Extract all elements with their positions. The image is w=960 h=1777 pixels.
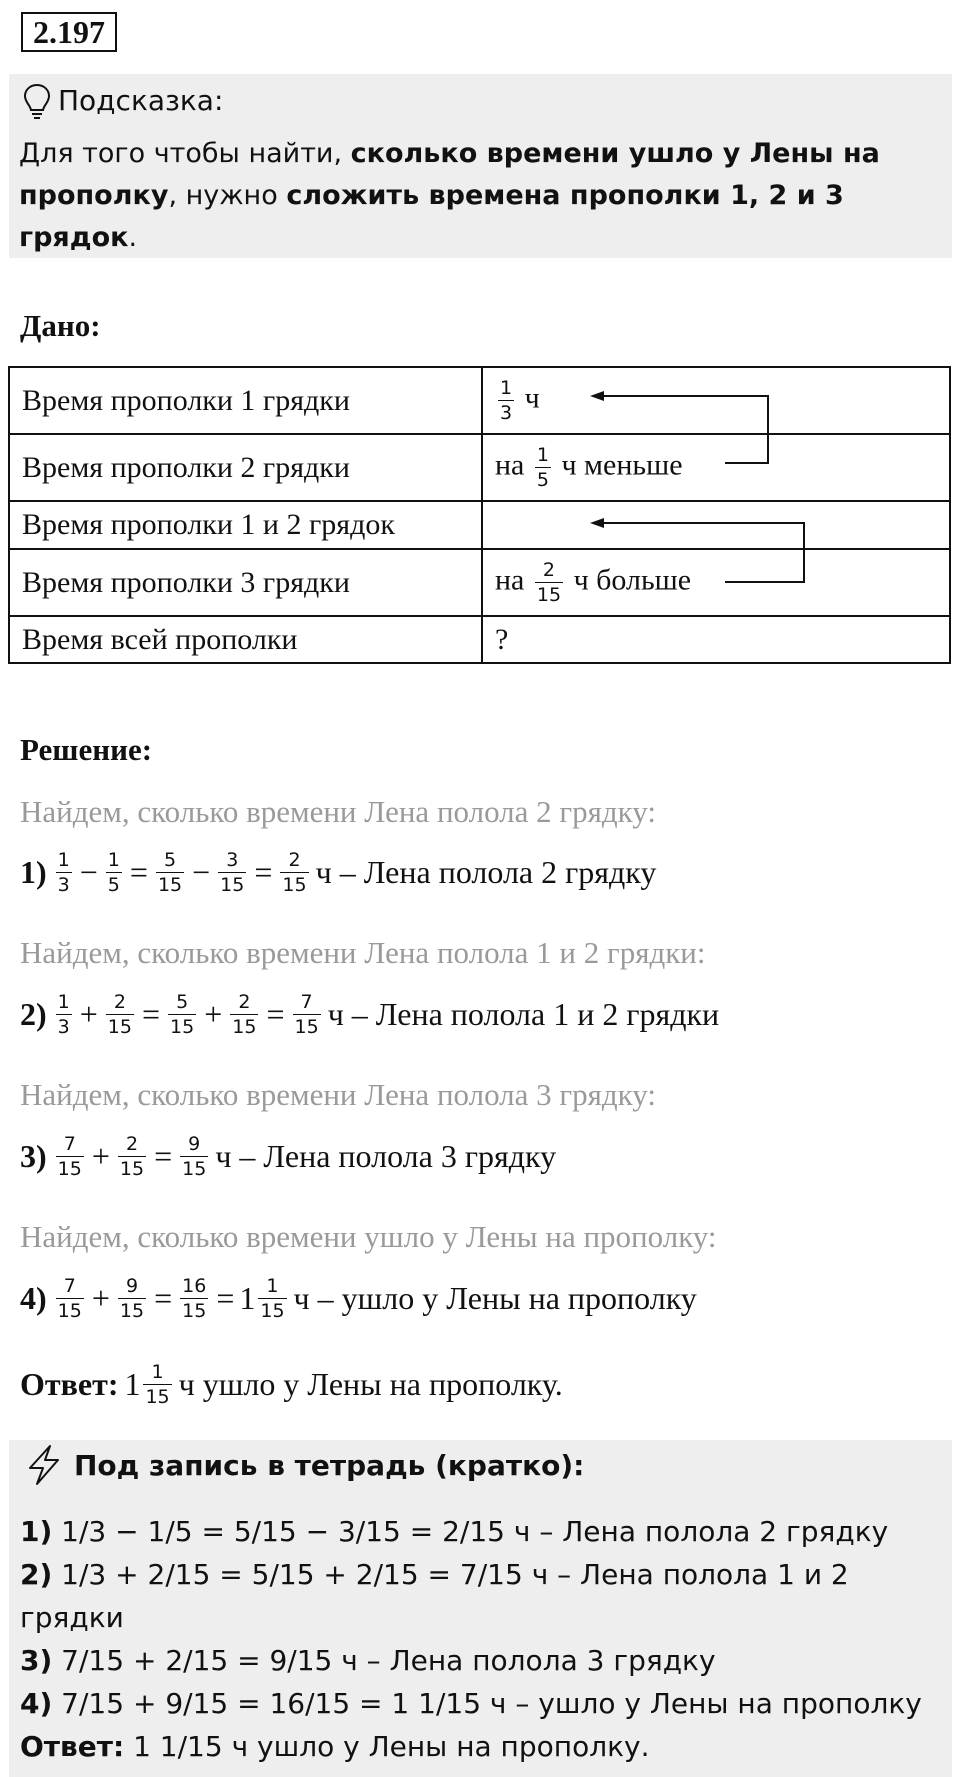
given-value: ?	[482, 616, 950, 663]
notebook-line: 1) 1/3 − 1/5 = 5/15 − 3/15 = 2/15 ч – Лена полола 2 грядку	[20, 1515, 889, 1548]
fraction: $\frac{1}{3}$	[500, 377, 513, 424]
solution-step-3: 3) $\frac{7}{15}$ + $\frac{2}{15}$ = $\frac{9}{15}$ ч – Лена полола 3 грядку	[20, 1133, 557, 1180]
given-value: на $\frac{2}{15}$ ч больше	[482, 549, 950, 616]
notebook-line: 2) 1/3 + 2/15 = 5/15 + 2/15 = 7/15 ч – Лена полола 1 и 2 грядки	[20, 1558, 849, 1634]
solution-step-2: 2) $\frac{1}{3}$ + $\frac{2}{15}$ = $\frac{5}{15}$ + $\frac{2}{15}$ = $\frac{7}{15}$ ч – Лена полола 1 и 2 грядки	[20, 991, 720, 1038]
fraction: $\frac{2}{15}$	[536, 559, 562, 606]
given-row	[9, 434, 950, 501]
given-label: Время прополки 2 грядки	[9, 434, 482, 501]
given-label: Время прополки 3 грядки	[9, 549, 482, 616]
hint-text: Для того чтобы найти, сколько времени ушло у Лены на прополку, нужно сложить времена прополки 1, 2 и 3 грядок.	[19, 138, 880, 253]
notebook-line: Ответ: 1 1/15 ч ушло у Лены на прополку.	[20, 1730, 650, 1763]
solution-step-4: 4) $\frac{7}{15}$ + $\frac{9}{15}$ = $\frac{16}{15}$ = 1 $\frac{1}{15}$ ч – ушло у Лены на прополку	[20, 1275, 697, 1322]
fraction: $\frac{1}{5}$	[536, 444, 549, 491]
given-row	[9, 549, 950, 616]
task-number: 2.197	[21, 12, 117, 52]
solution-comment: Найдем, сколько времени Лена полола 2 грядку:	[20, 794, 656, 829]
notebook-line: 3) 7/15 + 2/15 = 9/15 ч – Лена полола 3 грядку	[20, 1644, 716, 1677]
given-row	[9, 501, 950, 549]
given-heading: Дано:	[20, 308, 101, 343]
given-value: на $\frac{1}{5}$ ч меньше	[482, 434, 950, 501]
given-table	[8, 366, 951, 664]
given-value	[482, 501, 950, 549]
hint-title: Подсказка:	[58, 84, 224, 117]
solution-comment: Найдем, сколько времени ушло у Лены на прополку:	[20, 1219, 717, 1254]
solution-comment: Найдем, сколько времени Лена полола 3 грядку:	[20, 1077, 656, 1112]
notebook-title: Под запись в тетрадь (кратко):	[74, 1449, 585, 1482]
lightning-icon	[24, 1444, 64, 1491]
solution-step-1: 1) $\frac{1}{3}$ − $\frac{1}{5}$ = $\frac{5}{15}$ − $\frac{3}{15}$ = $\frac{2}{15}$ ч – Лена полола 2 грядку	[20, 849, 657, 896]
given-label: Время прополки 1 грядки	[9, 367, 482, 434]
notebook-lines	[20, 1510, 940, 1768]
solution-heading: Решение:	[20, 732, 153, 767]
given-label: Время прополки 1 и 2 грядок	[9, 501, 482, 549]
notebook-line: 4) 7/15 + 9/15 = 16/15 = 1 1/15 ч – ушло у Лены на прополку	[20, 1687, 922, 1720]
given-label: Время всей прополки	[9, 616, 482, 663]
given-row	[9, 367, 950, 434]
given-row	[9, 616, 950, 663]
solution-comment: Найдем, сколько времени Лена полола 1 и 2 грядки:	[20, 935, 706, 970]
lightbulb-icon	[22, 82, 52, 125]
answer-line: Ответ: 1 $\frac{1}{15}$ ч ушло у Лены на прополку.	[20, 1361, 563, 1408]
given-value: $\frac{1}{3}$ ч	[482, 367, 950, 434]
